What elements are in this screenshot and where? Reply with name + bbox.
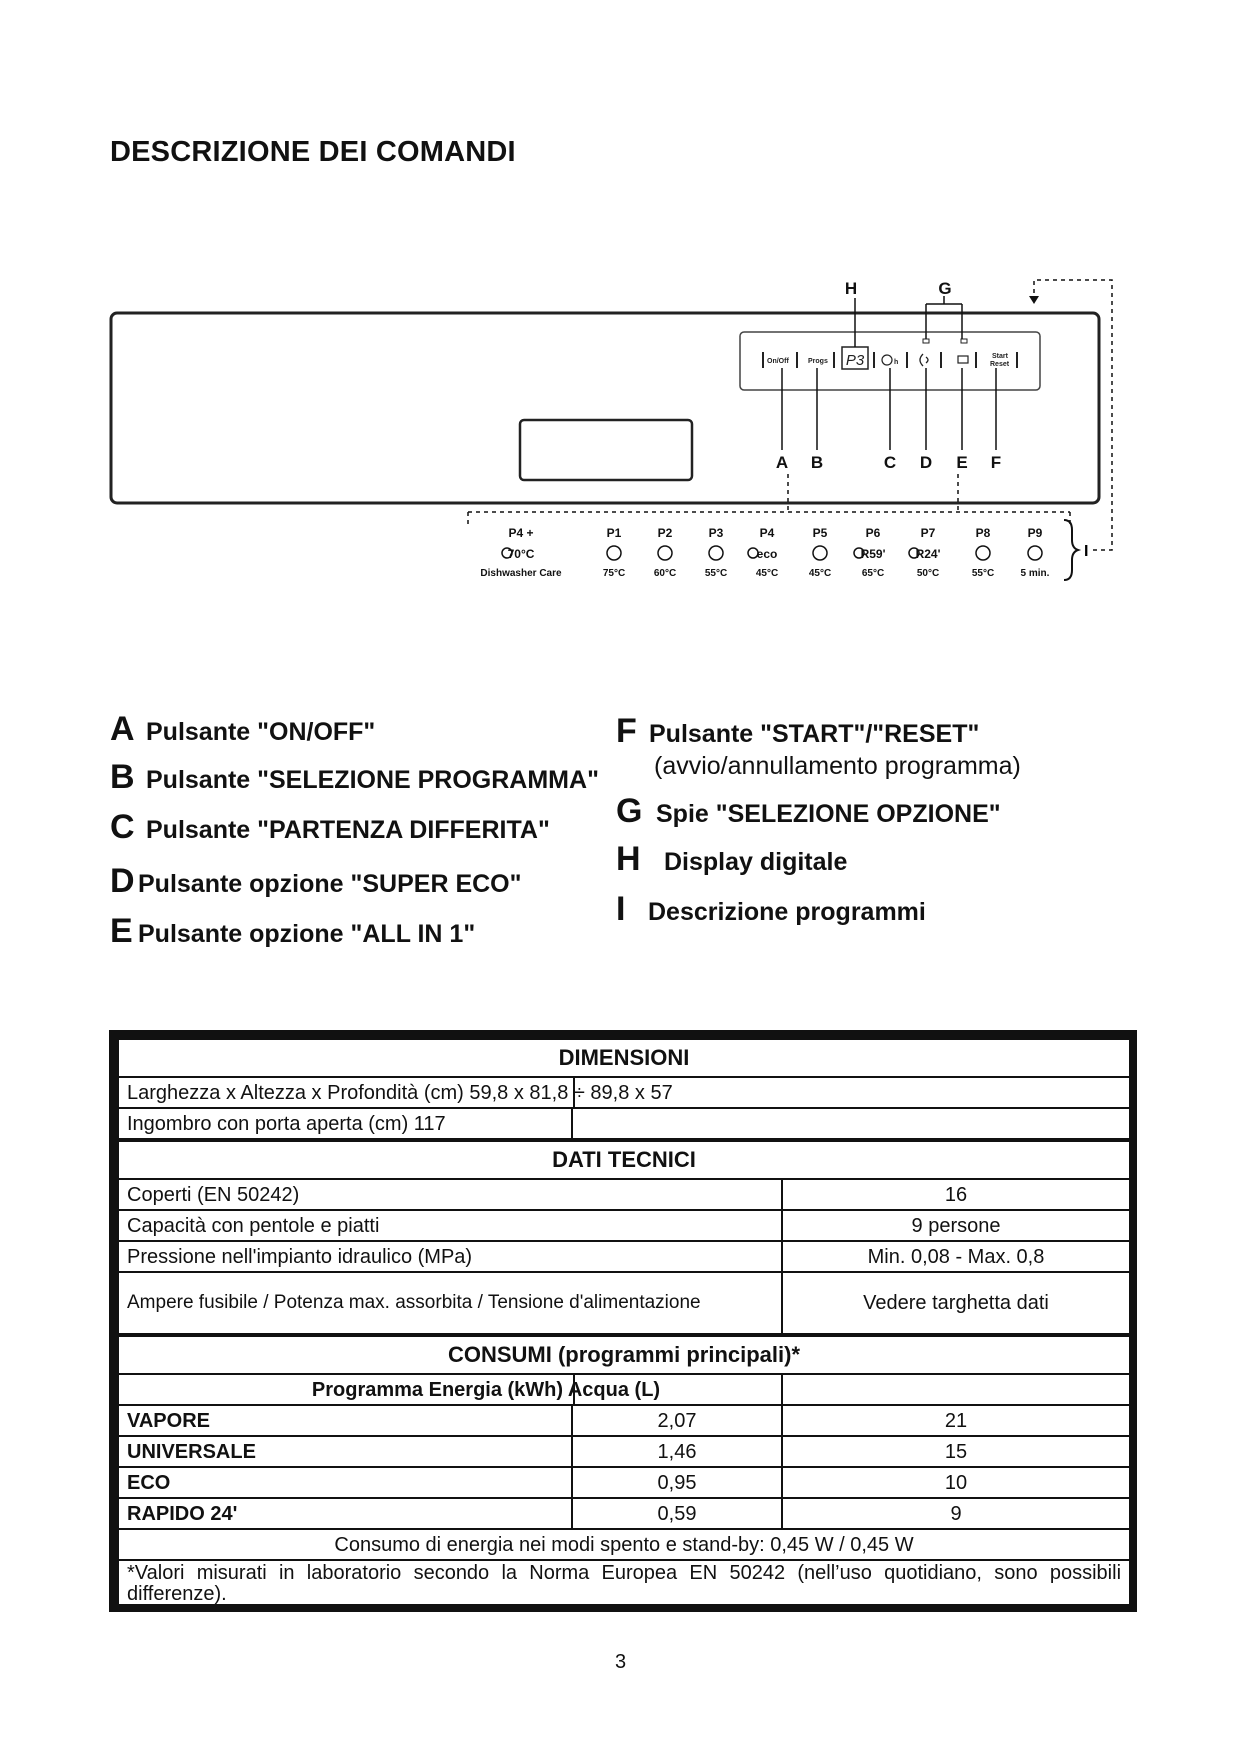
dati-title: DATI TECNICI [118,1140,1130,1179]
prewash-icon [1028,546,1042,560]
program-10 [1021,526,1050,579]
legend-text: Pulsante opzione "SUPER ECO" [138,870,522,898]
dati-value: 16 [782,1179,1130,1210]
program-name: P4 + [508,526,534,540]
program-name: P1 [606,526,622,540]
legend-key: C [110,808,135,846]
consumi-row [118,1498,1130,1529]
dim-row-text: Larghezza x Altezza x Profondità (cm) 59,8 x 81,8 ÷ 89,8 x 57 [127,1081,673,1104]
callout-e: E [956,453,968,472]
legend-key: D [110,862,135,900]
callout-d: D [919,453,933,472]
all-in-one-icon [958,356,968,363]
energy-value: 1,46 [572,1436,782,1467]
legend-text: Pulsante "SELEZIONE PROGRAMMA" [146,766,599,794]
footnote: *Valori misurati in laboratorio secondo la Norma Europea EN 50242 (nell’uso quotidiano, sono possibili differenze). [118,1560,1130,1608]
door-panel-outline [111,313,1099,503]
delay-clock-icon [882,355,892,365]
program-temperature: Dishwasher Care [480,568,562,579]
consumi-row [118,1436,1130,1467]
page-title: DESCRIZIONE DEI COMANDI [110,136,516,168]
dati-label: Coperti (EN 50242) [118,1179,782,1210]
legend-key: I [616,890,626,928]
program-9 [972,526,994,579]
program-name: VAPORE [118,1405,572,1436]
legend-key: B [110,758,135,796]
specifications-table [109,1030,1137,1612]
water-value: 21 [782,1405,1130,1436]
callout-h: H [844,279,858,298]
program-temperature: 45°C [808,568,832,579]
water-value: 9 [782,1498,1130,1529]
program-name: P3 [708,526,724,540]
legend-text: Descrizione programmi [648,898,926,926]
start-button-label: Start [992,353,1008,360]
callout-a: A [775,453,789,472]
program-5 [748,526,778,579]
program-temperature: 75°C [602,568,626,579]
dim-row: Ingombro con porta aperta (cm) 117 [118,1108,572,1140]
program-name: P8 [975,526,991,540]
reset-button-label: Reset [990,361,1010,368]
program-name: UNIVERSALE [118,1436,572,1467]
energy-value: 2,07 [572,1405,782,1436]
legend-key: G [616,792,643,830]
energy-value: 0,95 [572,1467,782,1498]
program-4 [705,526,727,579]
legend-text: Display digitale [664,848,848,876]
dimensioni-title: DIMENSIONI [118,1039,1130,1077]
legend-key: A [110,710,135,748]
program-name: P4 [759,526,775,540]
consumi-row [118,1405,1130,1436]
legend-item-d [110,862,521,901]
program-temperature: 60°C [653,568,677,579]
consumi-row [118,1467,1130,1498]
legend-item-c [110,808,550,847]
legend-item-e [110,912,475,951]
program-1 [480,526,562,579]
legend-f-subtitle: (avvio/annullamento programma) [654,752,1021,780]
program-name: P7 [920,526,936,540]
option-led-2 [961,339,967,343]
legend-item-f [616,712,979,751]
page-number: 3 [614,1651,627,1673]
consumi-header-empty [782,1374,1130,1405]
callout-c: C [883,453,897,472]
energy-value: 0,59 [572,1498,782,1529]
dati-value: Min. 0,08 - Max. 0,8 [782,1241,1130,1272]
legend-item-i [616,890,926,929]
steam-icon [709,546,723,560]
super-eco-icon [920,354,928,366]
legend-text: Pulsante opzione "ALL IN 1" [138,920,476,948]
onoff-button-label: On/Off [767,358,789,365]
legend-item-a [110,710,375,749]
callout-f: F [990,453,1002,472]
program-detail: eco [756,547,778,561]
consumi-header-text: Programma Energia (kWh) Acqua (L) [311,1378,661,1401]
consumi-title: CONSUMI (programmi principali)* [118,1335,1130,1374]
program-temperature: 55°C [704,568,728,579]
program-temperature: 50°C [916,568,940,579]
dati-value: 9 persone [782,1210,1130,1241]
program-name: ECO [118,1467,572,1498]
legend-item-b [110,758,599,797]
program-name: P6 [865,526,881,540]
callout-g: G [938,279,952,298]
callout-i: I [1084,543,1089,560]
dati-label: Pressione nell'impianto idraulico (MPa) [118,1241,782,1272]
legend-item-h [616,840,847,879]
program-3 [654,526,676,579]
option-led-1 [923,339,929,343]
dati-label: Ampere fusibile / Potenza max. assorbita / Tensione d'alimentazione [118,1272,782,1335]
program-detail: R59' [860,547,886,561]
program-name: RAPIDO 24' [118,1498,572,1529]
program-detail: 70°C [507,547,535,561]
legend-key: H [616,840,641,878]
program-temperature: 45°C [755,568,779,579]
program-name: P5 [812,526,828,540]
pot-icon [658,546,672,560]
legend-item-g [616,792,1001,831]
dati-label: Capacità con pentole e piatti [118,1210,782,1241]
progs-button-label: Progs [808,358,828,365]
program-7 [854,526,886,579]
program-2 [603,526,625,579]
program-detail: R24' [915,547,941,561]
delay-button-label: h [894,359,899,366]
legend-text: Spie "SELEZIONE OPZIONE" [656,800,1001,828]
display-value: P3 [845,352,865,369]
program-temperature: 5 min. [1020,568,1050,579]
legend-text: Pulsante "START"/"RESET" [649,720,980,748]
water-value: 10 [782,1467,1130,1498]
glass-icon [813,546,827,560]
intensive-icon [607,546,621,560]
programs-brace [1064,520,1078,580]
auto-icon [976,546,990,560]
standby-consumption: Consumo di energia nei modi spento e stand-by: 0,45 W / 0,45 W [118,1529,1130,1560]
dim-row [118,1077,1130,1108]
legend-key: E [110,912,133,950]
legend-text: Pulsante "ON/OFF" [146,718,376,746]
legend-text: Pulsante "PARTENZA DIFFERITA" [146,816,550,844]
program-temperature: 65°C [861,568,885,579]
callout-b: B [810,453,824,472]
program-name: P9 [1027,526,1043,540]
program-name: P2 [657,526,673,540]
door-handle [520,420,692,480]
program-8 [909,526,941,579]
dim-row-empty [572,1108,1130,1140]
control-panel-diagram [0,0,1241,620]
program-6 [809,526,831,579]
consumi-header [118,1374,782,1405]
water-value: 15 [782,1436,1130,1467]
dati-value: Vedere targhetta dati [782,1272,1130,1335]
program-temperature: 55°C [971,568,995,579]
legend-key: F [616,712,637,750]
